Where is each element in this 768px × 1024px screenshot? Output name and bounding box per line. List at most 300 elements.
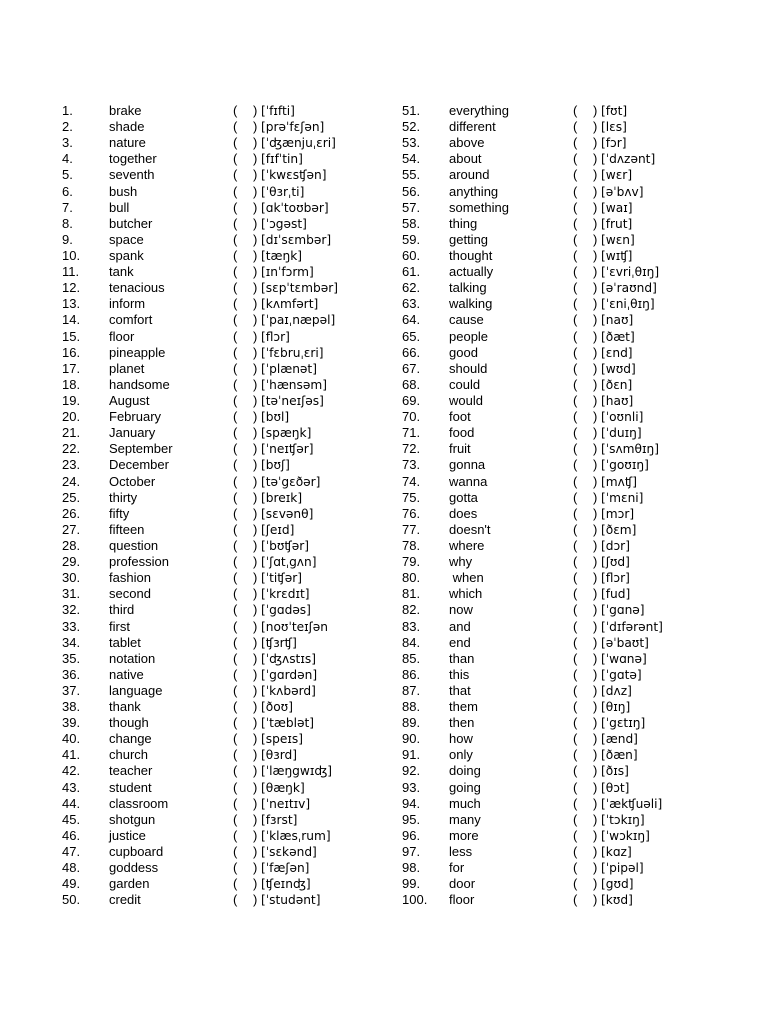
item-word: foot xyxy=(449,409,471,425)
answer-blank-open: ( xyxy=(233,409,238,425)
answer-blank-close: ) xyxy=(593,199,598,215)
item-ipa: [ˈækʧuəli] xyxy=(601,796,663,811)
item-word: September xyxy=(109,441,173,457)
answer-blank-open: ( xyxy=(573,537,578,553)
item-number: 64. xyxy=(402,312,421,328)
item-number: 41. xyxy=(62,747,81,763)
answer-blank-close: ) xyxy=(253,167,258,183)
item-number: 98. xyxy=(402,860,421,876)
answer-blank-close: ) xyxy=(593,844,598,860)
item-word: walking xyxy=(449,296,493,312)
item-word: second xyxy=(109,586,151,602)
answer-blank-open: ( xyxy=(233,215,238,231)
answer-blank-close: ) xyxy=(253,392,258,408)
item-number: 43. xyxy=(62,779,81,795)
list-item xyxy=(62,812,402,828)
answer-blank-open: ( xyxy=(233,103,238,118)
item-ipa: [ˈʤʌstɪs] xyxy=(261,651,316,666)
list-item xyxy=(62,457,402,473)
item-ipa: [ˈsʌmθɪŋ] xyxy=(601,442,660,457)
item-ipa: [θɜrd] xyxy=(261,748,297,763)
answer-blank-close: ) xyxy=(253,247,258,263)
item-ipa: [fud] xyxy=(601,587,631,602)
answer-blank-close: ) xyxy=(253,811,258,827)
item-ipa: [ˈlæŋgwɪʤ] xyxy=(261,764,333,779)
list-item xyxy=(402,892,742,908)
item-word: floor xyxy=(109,328,135,344)
answer-blank-open: ( xyxy=(233,634,238,650)
item-ipa: [təˈgɛðər] xyxy=(261,474,321,489)
answer-blank-open: ( xyxy=(573,666,578,682)
list-item xyxy=(62,167,402,183)
item-ipa: [ˈneɪʧər] xyxy=(261,442,314,457)
answer-blank-open: ( xyxy=(233,360,238,376)
item-ipa: [ʃeɪd] xyxy=(261,522,295,537)
list-item xyxy=(62,780,402,796)
item-word: cupboard xyxy=(109,844,164,860)
list-item xyxy=(402,538,742,554)
item-word: planet xyxy=(109,360,145,376)
item-ipa: [ˈplænət] xyxy=(261,361,317,376)
answer-blank-close: ) xyxy=(593,795,598,811)
answer-blank-open: ( xyxy=(573,119,578,135)
list-item xyxy=(62,409,402,425)
item-word: something xyxy=(449,199,509,215)
answer-blank-close: ) xyxy=(253,860,258,876)
item-number: 47. xyxy=(62,844,81,860)
list-item xyxy=(402,329,742,345)
answer-blank-close: ) xyxy=(253,215,258,231)
list-item xyxy=(62,151,402,167)
answer-blank-open: ( xyxy=(233,715,238,731)
item-word: wanna xyxy=(449,473,488,489)
item-number: 74. xyxy=(402,473,421,489)
list-item xyxy=(402,103,742,119)
item-ipa: [dɔr] xyxy=(601,538,630,553)
item-number: 8. xyxy=(62,215,73,231)
item-ipa: [lɛs] xyxy=(601,120,627,135)
item-number: 49. xyxy=(62,876,81,892)
answer-blank-open: ( xyxy=(233,844,238,860)
item-number: 73. xyxy=(402,457,421,473)
item-number: 96. xyxy=(402,827,421,843)
list-item xyxy=(402,409,742,425)
list-item xyxy=(402,264,742,280)
item-ipa: [ˈfæʃən] xyxy=(261,861,310,876)
list-item xyxy=(402,763,742,779)
item-number: 13. xyxy=(62,296,81,312)
answer-blank-close: ) xyxy=(593,264,598,280)
answer-blank-open: ( xyxy=(573,151,578,167)
answer-blank-open: ( xyxy=(573,103,578,118)
item-word: bull xyxy=(109,199,130,215)
answer-blank-open: ( xyxy=(233,199,238,215)
item-number: 31. xyxy=(62,586,81,602)
item-word: though xyxy=(109,715,149,731)
item-word: this xyxy=(449,666,470,682)
answer-blank-open: ( xyxy=(573,473,578,489)
answer-blank-open: ( xyxy=(233,650,238,666)
item-word: student xyxy=(109,779,152,795)
answer-blank-close: ) xyxy=(253,409,258,425)
answer-blank-open: ( xyxy=(233,167,238,183)
item-word: comfort xyxy=(109,312,153,328)
answer-blank-close: ) xyxy=(593,344,598,360)
answer-blank-open: ( xyxy=(573,570,578,586)
item-ipa: [ˈfɛbruˌɛri] xyxy=(261,345,324,360)
item-word: teacher xyxy=(109,763,153,779)
item-word: August xyxy=(109,392,150,408)
item-number: 12. xyxy=(62,280,81,296)
answer-blank-open: ( xyxy=(573,505,578,521)
item-number: 85. xyxy=(402,650,421,666)
item-number: 58. xyxy=(402,215,421,231)
item-word: credit xyxy=(109,892,141,908)
item-number: 93. xyxy=(402,779,421,795)
list-item xyxy=(402,167,742,183)
item-word: fashion xyxy=(109,570,151,586)
item-word: could xyxy=(449,376,481,392)
item-word: talking xyxy=(449,280,487,296)
item-ipa: [kɑz] xyxy=(601,845,632,860)
list-item xyxy=(62,232,402,248)
item-number: 22. xyxy=(62,441,81,457)
answer-blank-close: ) xyxy=(593,183,598,199)
answer-blank-close: ) xyxy=(253,682,258,698)
item-ipa: [ˈgoʊɪŋ] xyxy=(601,458,649,473)
answer-blank-close: ) xyxy=(593,715,598,731)
item-ipa: [ˈfɪfti] xyxy=(261,104,295,118)
item-word: thank xyxy=(109,699,141,715)
answer-blank-open: ( xyxy=(233,618,238,634)
item-ipa: [ˈtiʧər] xyxy=(261,571,302,586)
item-ipa: [ʧɜrʧ] xyxy=(261,635,297,650)
item-ipa: [dʌz] xyxy=(601,683,632,698)
list-item xyxy=(402,151,742,167)
answer-blank-close: ) xyxy=(593,280,598,296)
list-item xyxy=(402,812,742,828)
answer-blank-close: ) xyxy=(253,135,258,151)
answer-blank-close: ) xyxy=(253,876,258,892)
answer-blank-close: ) xyxy=(593,521,598,537)
item-ipa: [frut] xyxy=(601,216,633,231)
list-item xyxy=(62,119,402,135)
item-ipa: [ˈstudənt] xyxy=(261,893,321,908)
list-item xyxy=(402,119,742,135)
answer-blank-close: ) xyxy=(593,763,598,779)
list-item xyxy=(402,393,742,409)
list-item xyxy=(62,747,402,763)
answer-blank-open: ( xyxy=(233,699,238,715)
answer-blank-close: ) xyxy=(593,618,598,634)
item-word: doing xyxy=(449,763,481,779)
item-number: 48. xyxy=(62,860,81,876)
item-ipa: [tæŋk] xyxy=(261,248,303,263)
answer-blank-close: ) xyxy=(593,666,598,682)
item-ipa: [flɔr] xyxy=(601,571,630,586)
list-item xyxy=(402,135,742,151)
list-item xyxy=(62,312,402,328)
item-ipa: [ɛnd] xyxy=(601,345,633,360)
list-item xyxy=(402,667,742,683)
answer-blank-close: ) xyxy=(593,409,598,425)
item-ipa: [gʊd] xyxy=(601,877,634,892)
answer-blank-close: ) xyxy=(593,489,598,505)
item-number: 78. xyxy=(402,537,421,553)
item-number: 84. xyxy=(402,634,421,650)
item-word: different xyxy=(449,119,496,135)
list-item xyxy=(62,200,402,216)
list-item xyxy=(62,602,402,618)
item-ipa: [ˈduɪŋ] xyxy=(601,426,642,441)
answer-blank-open: ( xyxy=(573,731,578,747)
item-word: why xyxy=(449,554,473,570)
list-item xyxy=(62,474,402,490)
item-number: 23. xyxy=(62,457,81,473)
item-number: 71. xyxy=(402,425,421,441)
answer-blank-close: ) xyxy=(593,215,598,231)
answer-blank-close: ) xyxy=(253,602,258,618)
item-ipa: [ˈtɔkɪŋ] xyxy=(601,812,645,827)
list-item xyxy=(402,876,742,892)
answer-blank-open: ( xyxy=(233,425,238,441)
answer-blank-close: ) xyxy=(253,537,258,553)
list-item xyxy=(62,216,402,232)
answer-blank-close: ) xyxy=(593,151,598,167)
list-item xyxy=(62,135,402,151)
answer-blank-open: ( xyxy=(233,151,238,167)
item-ipa: [ˈmɛni] xyxy=(601,490,644,505)
answer-blank-close: ) xyxy=(593,892,598,908)
item-number: 45. xyxy=(62,811,81,827)
answer-blank-open: ( xyxy=(233,811,238,827)
item-word: people xyxy=(449,328,489,344)
answer-blank-open: ( xyxy=(233,344,238,360)
item-word: tank xyxy=(109,264,134,280)
item-number: 55. xyxy=(402,167,421,183)
item-ipa: [ˈwɑnə] xyxy=(601,651,647,666)
answer-blank-close: ) xyxy=(593,231,598,247)
item-ipa: [mɔr] xyxy=(601,506,635,521)
item-number: 87. xyxy=(402,682,421,698)
answer-blank-open: ( xyxy=(233,554,238,570)
item-number: 90. xyxy=(402,731,421,747)
answer-blank-open: ( xyxy=(573,376,578,392)
answer-blank-open: ( xyxy=(573,602,578,618)
answer-blank-close: ) xyxy=(253,827,258,843)
list-item xyxy=(62,554,402,570)
item-word: and xyxy=(449,618,471,634)
list-item xyxy=(62,377,402,393)
item-number: 4. xyxy=(62,151,73,167)
item-number: 33. xyxy=(62,618,81,634)
item-ipa: [θɪŋ] xyxy=(601,700,631,715)
item-number: 62. xyxy=(402,280,421,296)
item-number: 99. xyxy=(402,876,421,892)
item-ipa: [bʊʃ] xyxy=(261,458,290,473)
item-number: 94. xyxy=(402,795,421,811)
item-number: 65. xyxy=(402,328,421,344)
answer-blank-close: ) xyxy=(253,489,258,505)
answer-blank-close: ) xyxy=(253,425,258,441)
item-word: everything xyxy=(449,103,509,118)
item-number: 53. xyxy=(402,135,421,151)
item-number: 63. xyxy=(402,296,421,312)
answer-blank-close: ) xyxy=(593,457,598,473)
item-number: 25. xyxy=(62,489,81,505)
list-item xyxy=(402,570,742,586)
item-ipa: [ˈgɑdəs] xyxy=(261,603,311,618)
item-ipa: [θæŋk] xyxy=(261,780,305,795)
answer-blank-close: ) xyxy=(253,280,258,296)
item-word: where xyxy=(449,537,485,553)
answer-blank-open: ( xyxy=(233,312,238,328)
item-ipa: [ˈbʊʧər] xyxy=(261,538,310,553)
list-item xyxy=(402,635,742,651)
item-number: 17. xyxy=(62,360,81,376)
item-word: about xyxy=(449,151,482,167)
list-item xyxy=(402,200,742,216)
item-ipa: [ænd] xyxy=(601,732,638,747)
item-number: 18. xyxy=(62,376,81,392)
answer-blank-open: ( xyxy=(573,247,578,263)
answer-blank-open: ( xyxy=(573,554,578,570)
item-number: 75. xyxy=(402,489,421,505)
answer-blank-close: ) xyxy=(253,844,258,860)
list-item xyxy=(62,393,402,409)
answer-blank-close: ) xyxy=(253,666,258,682)
answer-blank-close: ) xyxy=(253,264,258,280)
answer-blank-open: ( xyxy=(233,795,238,811)
item-word: only xyxy=(449,747,473,763)
item-number: 79. xyxy=(402,554,421,570)
answer-blank-open: ( xyxy=(573,811,578,827)
list-item xyxy=(402,602,742,618)
item-word: spank xyxy=(109,247,144,263)
item-ipa: [mʌʧ] xyxy=(601,474,638,489)
answer-blank-open: ( xyxy=(573,699,578,715)
answer-blank-open: ( xyxy=(573,392,578,408)
item-word: fruit xyxy=(449,441,471,457)
list-item xyxy=(62,651,402,667)
answer-blank-close: ) xyxy=(593,135,598,151)
item-word: then xyxy=(449,715,475,731)
answer-blank-open: ( xyxy=(233,763,238,779)
answer-blank-open: ( xyxy=(573,328,578,344)
item-word: bush xyxy=(109,183,138,199)
item-number: 39. xyxy=(62,715,81,731)
list-item xyxy=(62,538,402,554)
item-ipa: [wʊd] xyxy=(601,361,636,376)
item-ipa: [əˈraʊnd] xyxy=(601,281,657,296)
answer-blank-close: ) xyxy=(253,328,258,344)
item-word: brake xyxy=(109,103,142,118)
item-ipa: [ˈoʊnli] xyxy=(601,410,644,425)
item-number: 21. xyxy=(62,425,81,441)
list-item xyxy=(62,763,402,779)
list-item xyxy=(402,715,742,731)
item-number: 9. xyxy=(62,231,73,247)
item-number: 52. xyxy=(402,119,421,135)
list-item xyxy=(62,441,402,457)
answer-blank-open: ( xyxy=(233,441,238,457)
answer-blank-close: ) xyxy=(593,473,598,489)
answer-blank-close: ) xyxy=(253,199,258,215)
list-item xyxy=(402,522,742,538)
item-number: 11. xyxy=(62,264,80,280)
item-ipa: [waɪ] xyxy=(601,200,633,215)
answer-blank-open: ( xyxy=(233,264,238,280)
list-item xyxy=(402,747,742,763)
item-word: third xyxy=(109,602,135,618)
item-word: cause xyxy=(449,312,484,328)
item-ipa: [sɛvənθ] xyxy=(261,506,314,521)
answer-blank-open: ( xyxy=(233,376,238,392)
item-ipa: [ˈneɪtɪv] xyxy=(261,796,311,811)
item-number: 15. xyxy=(62,328,81,344)
item-word: change xyxy=(109,731,152,747)
item-word: inform xyxy=(109,296,146,312)
item-number: 46. xyxy=(62,827,81,843)
list-item xyxy=(402,860,742,876)
item-word: them xyxy=(449,699,478,715)
item-ipa: [fʊt] xyxy=(601,104,628,118)
list-item xyxy=(402,425,742,441)
list-item xyxy=(402,780,742,796)
item-number: 42. xyxy=(62,763,81,779)
answer-blank-open: ( xyxy=(233,135,238,151)
item-ipa: [ˈgɑnə] xyxy=(601,603,645,618)
item-word: together xyxy=(109,151,157,167)
item-word: much xyxy=(449,795,481,811)
item-word: December xyxy=(109,457,169,473)
item-number: 77. xyxy=(402,521,421,537)
item-word: seventh xyxy=(109,167,155,183)
item-ipa: [noʊˈteɪʃən xyxy=(261,619,328,634)
list-item xyxy=(402,248,742,264)
item-ipa: [ˈkrɛdɪt] xyxy=(261,587,310,602)
answer-blank-open: ( xyxy=(573,312,578,328)
list-item xyxy=(62,280,402,296)
item-word: tenacious xyxy=(109,280,165,296)
answer-blank-close: ) xyxy=(253,151,258,167)
item-number: 69. xyxy=(402,392,421,408)
item-word: pineapple xyxy=(109,344,166,360)
answer-blank-open: ( xyxy=(233,892,238,908)
item-word: that xyxy=(449,682,471,698)
item-ipa: [ðæn] xyxy=(601,748,638,763)
item-number: 1. xyxy=(62,103,73,118)
answer-blank-open: ( xyxy=(573,167,578,183)
item-word: goddess xyxy=(109,860,159,876)
item-ipa: [əˈbaʊt] xyxy=(601,635,649,650)
list-item xyxy=(402,844,742,860)
answer-blank-close: ) xyxy=(593,425,598,441)
item-word: good xyxy=(449,344,478,360)
item-word: profession xyxy=(109,554,169,570)
answer-blank-open: ( xyxy=(233,392,238,408)
list-item xyxy=(62,796,402,812)
list-item xyxy=(402,457,742,473)
answer-blank-close: ) xyxy=(253,779,258,795)
answer-blank-close: ) xyxy=(253,892,258,908)
answer-blank-open: ( xyxy=(573,409,578,425)
left-column xyxy=(62,103,402,908)
answer-blank-close: ) xyxy=(253,344,258,360)
item-number: 32. xyxy=(62,602,81,618)
list-item xyxy=(62,683,402,699)
item-word: would xyxy=(449,392,483,408)
